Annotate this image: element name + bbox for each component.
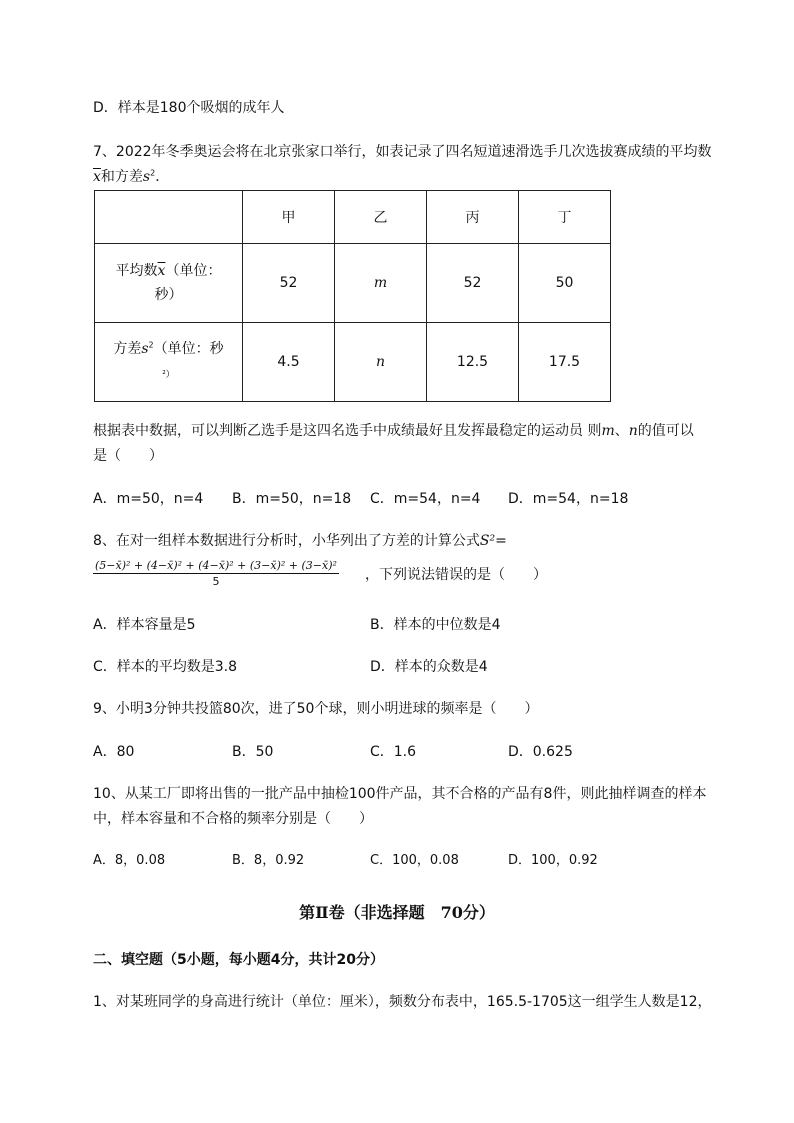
label-text: 平均数: [115, 263, 158, 279]
label-text: （单位：: [165, 263, 222, 279]
q8-text: 8、在对一组样本数据进行分析时，小华列出了方差的计算公式: [93, 533, 480, 549]
table-cell: 17.5: [519, 323, 611, 402]
table-header-cell: 丙: [427, 191, 519, 244]
q7-after-line2: 是（ ）: [93, 448, 163, 464]
q7-stem-line1: 7、2022年冬季奥运会将在北京张家口举行，如表记录了四名短道速滑选手几次选拔赛成绩的平均数: [93, 144, 712, 160]
label-text: ²）: [162, 370, 175, 380]
q7-option-a[interactable]: A．m=50，n=4: [93, 491, 204, 507]
q9-option-b[interactable]: B．50: [232, 744, 274, 760]
label-text: 秒）: [154, 287, 183, 303]
section-title: 第Ⅱ卷（非选择题 70分）: [299, 903, 495, 922]
q8-stem-line1: [93, 531, 507, 551]
table-cell: 4.5: [243, 323, 335, 402]
table-cell: m: [335, 244, 427, 323]
table-cell: n: [335, 323, 427, 402]
q6-option-d: D．样本是180个吸烟的成年人: [93, 100, 285, 116]
q7-option-c[interactable]: C．m=54，n=4: [370, 491, 481, 507]
label-text: 方差: [113, 341, 142, 357]
q8-stem-after-fraction: ，下列说法错误的是（ ）: [365, 567, 547, 583]
q9-option-d[interactable]: D．0.625: [508, 744, 573, 760]
table-header-cell: 乙: [335, 191, 427, 244]
superscript: 2: [150, 168, 156, 178]
table-cell: 52: [427, 244, 519, 323]
fill-question-1-line1: 1、对某班同学的身高进行统计（单位：厘米），频数分布表中，165.5-1705这一组学生人数是12，: [93, 994, 712, 1010]
table-header-cell: 甲: [243, 191, 335, 244]
q7-stem-line2: [93, 167, 169, 187]
n-symbol: n: [628, 423, 638, 439]
q7-text: 和方差: [100, 169, 143, 185]
s-symbol: s: [141, 341, 149, 357]
q9-option-a[interactable]: A．80: [93, 744, 135, 760]
formula-numerator: (5−x̄)² + (4−x̄)² + (4−x̄)² + (3−x̄)² + (3−x̄)²: [95, 559, 337, 572]
q8-option-b[interactable]: B．样本的中位数是4: [370, 617, 501, 633]
q10-stem-line2: 中，样本容量和不合格的频率分别是（ ）: [93, 811, 373, 827]
q10-option-b[interactable]: B．8，0.92: [232, 853, 305, 868]
q7-period: ．: [155, 169, 170, 185]
q7-option-b[interactable]: B．m=50，n=18: [232, 491, 352, 507]
variance-formula-fraction: [93, 559, 339, 588]
q9-option-c[interactable]: C．1.6: [370, 744, 417, 760]
q8-option-d[interactable]: D．样本的众数是4: [370, 659, 488, 675]
part2-heading: 二、填空题（5小题，每小题4分，共计20分）: [93, 952, 384, 968]
q7-option-d[interactable]: D．m=54，n=18: [508, 491, 629, 507]
q7-after-text: 的值可以: [637, 423, 694, 439]
separator: 、: [614, 423, 629, 439]
formula-denominator: 5: [212, 575, 220, 588]
formula-lhs: S²=: [479, 533, 507, 549]
row-label-variance: [95, 323, 243, 402]
table-cell: 12.5: [427, 323, 519, 402]
table-corner-cell: [95, 191, 243, 244]
table-row-mean: [95, 244, 611, 323]
q7-after-line1: [93, 421, 694, 441]
stats-table: [94, 190, 611, 402]
xbar-symbol: $\overline{x}$: [93, 169, 101, 185]
q8-option-c[interactable]: C．样本的平均数是3.8: [93, 659, 238, 675]
q10-stem-line1: 10、从某工厂即将出售的一批产品中抽检100件产品，其不合格的产品有8件，则此抽样调查的样本: [93, 786, 707, 802]
table-cell: 52: [243, 244, 335, 323]
q10-option-d[interactable]: D．100，0.92: [508, 853, 598, 868]
table-cell: 50: [519, 244, 611, 323]
q8-option-a[interactable]: A．样本容量是5: [93, 617, 196, 633]
superscript: 2: [148, 340, 154, 350]
label-text: （单位：秒: [153, 341, 224, 357]
q9-stem: 9、小明3分钟共投篮80次，进了50个球，则小明进球的频率是（ ）: [93, 701, 539, 717]
table-row-variance: [95, 323, 611, 402]
q7-after-text: 根据表中数据，可以判断乙选手是这四名选手中成绩最好且发挥最稳定的运动员 则: [93, 423, 602, 439]
s-symbol: s: [142, 169, 151, 185]
xbar-symbol: $\overline{x}$: [157, 263, 166, 279]
row-label-mean: [95, 244, 243, 323]
q10-option-c[interactable]: C．100，0.08: [370, 853, 459, 868]
table-header-cell: 丁: [519, 191, 611, 244]
q10-option-a[interactable]: A．8，0.08: [93, 853, 166, 868]
table-header-row: [95, 191, 611, 244]
m-symbol: m: [601, 423, 615, 439]
